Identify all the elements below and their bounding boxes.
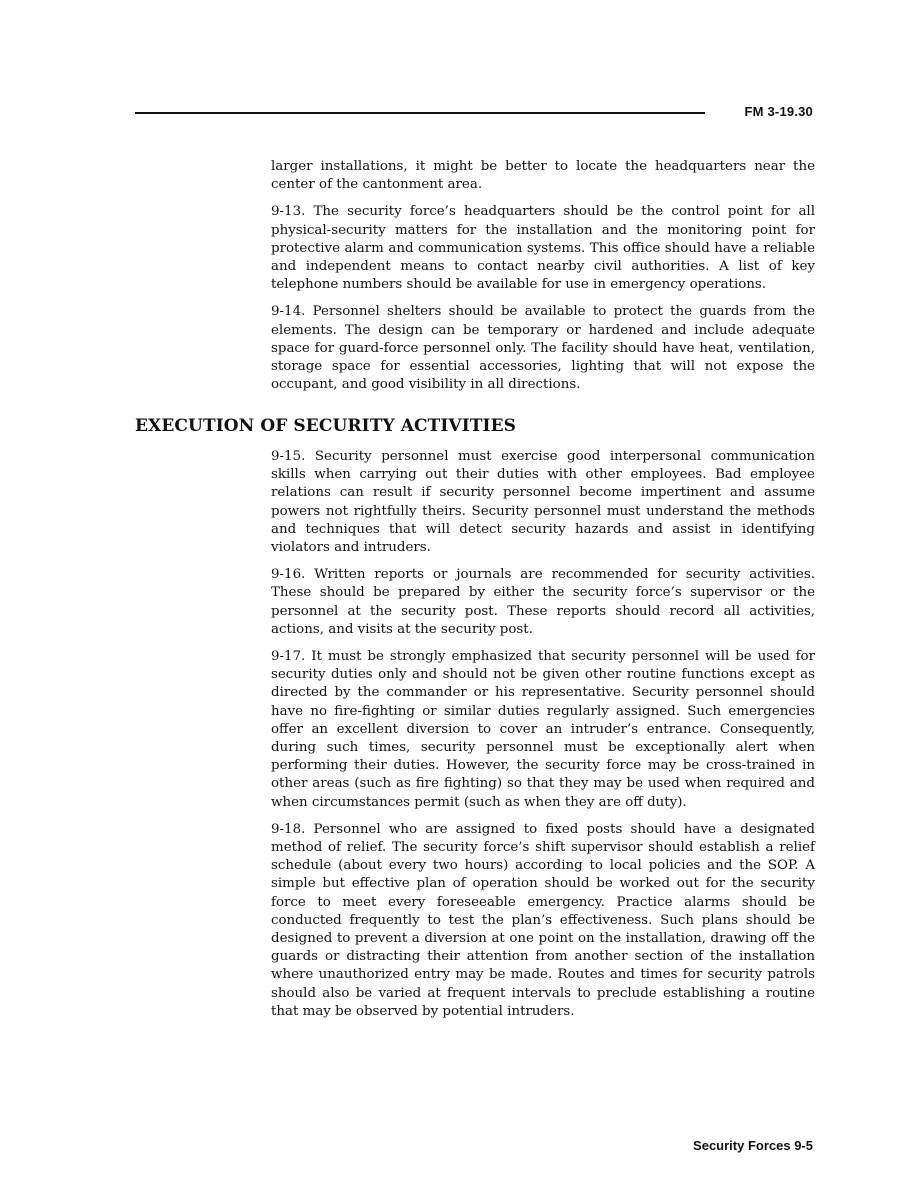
page-footer: Security Forces 9-5	[693, 1138, 813, 1153]
paragraph-continuation: larger installations, it might be better to locate the headquarters near the center of the cantonment area.	[271, 159, 815, 193]
section-text-column	[271, 448, 815, 1021]
paragraph-9-16: 9-16. Written reports or journals are recommended for security activities. These should be prepared by either the security force’s supervisor or the personnel at the security post. These reports should record all activities, actions, and visits at the security post.	[271, 567, 815, 637]
paragraph-9-13: 9-13. The security force’s headquarters should be the control point for all physical-security matters for the installation and the monitoring point for protective alarm and communication systems. This office should have a reliable and independent means to contact nearby civil authorities. A list of key telephone numbers should be available for use in emergency operations.	[271, 204, 815, 293]
header-rule	[135, 112, 705, 114]
paragraph-9-14: 9-14. Personnel shelters should be available to protect the guards from the elements. The design can be temporary or hardened and include adequate space for guard-force personnel only. The facility should have heat, ventilation, storage space for essential accessories, lighting that will not expose the occupant, and good visibility in all directions.	[271, 304, 815, 393]
top-text-column	[271, 158, 815, 394]
paragraph-9-18: 9-18. Personnel who are assigned to fixed posts should have a designated method of relief. The security force’s shift supervisor should establish a relief schedule (about every two hours) according to local policies and the SOP. A simple but effective plan of operation should be worked out for the security force to meet every foreseeable emergency. Practice alarms should be conducted frequently to test the plan’s effectiveness. Such plans should be designed to prevent a diversion at one point on the installation, drawing off the guards or distracting their attention from another section of the installation where unauthorized entry may be made. Routes and times for security patrols should also be varied at frequent intervals to preclude establishing a routine that may be observed by potential intruders.	[271, 821, 815, 1019]
section-heading: EXECUTION OF SECURITY ACTIVITIES	[135, 416, 517, 436]
document-id: FM 3-19.30	[744, 104, 813, 119]
paragraph-9-15: 9-15. Security personnel must exercise good interpersonal communication skills when carrying out their duties with other employees. Bad employee relations can result if security personnel become impertinent and assume powers not rightfully theirs. Security personnel must understand the methods and techniques that will detect security hazards and assist in identifying violators and intruders.	[271, 449, 815, 556]
paragraph-9-17: 9-17. It must be strongly emphasized that security personnel will be used for security duties only and should not be given other routine functions except as directed by the commander or his representative. Security personnel should have no fire-fighting or similar duties regularly assigned. Such emergencies offer an excellent diversion to cover an intruder’s entrance. Consequently, during such times, security personnel must be exceptionally alert when performing their duties. However, the security force may be cross-trained in other areas (such as fire fighting) so that they may be used when required and when circumstances permit (such as when they are off duty).	[271, 649, 815, 810]
